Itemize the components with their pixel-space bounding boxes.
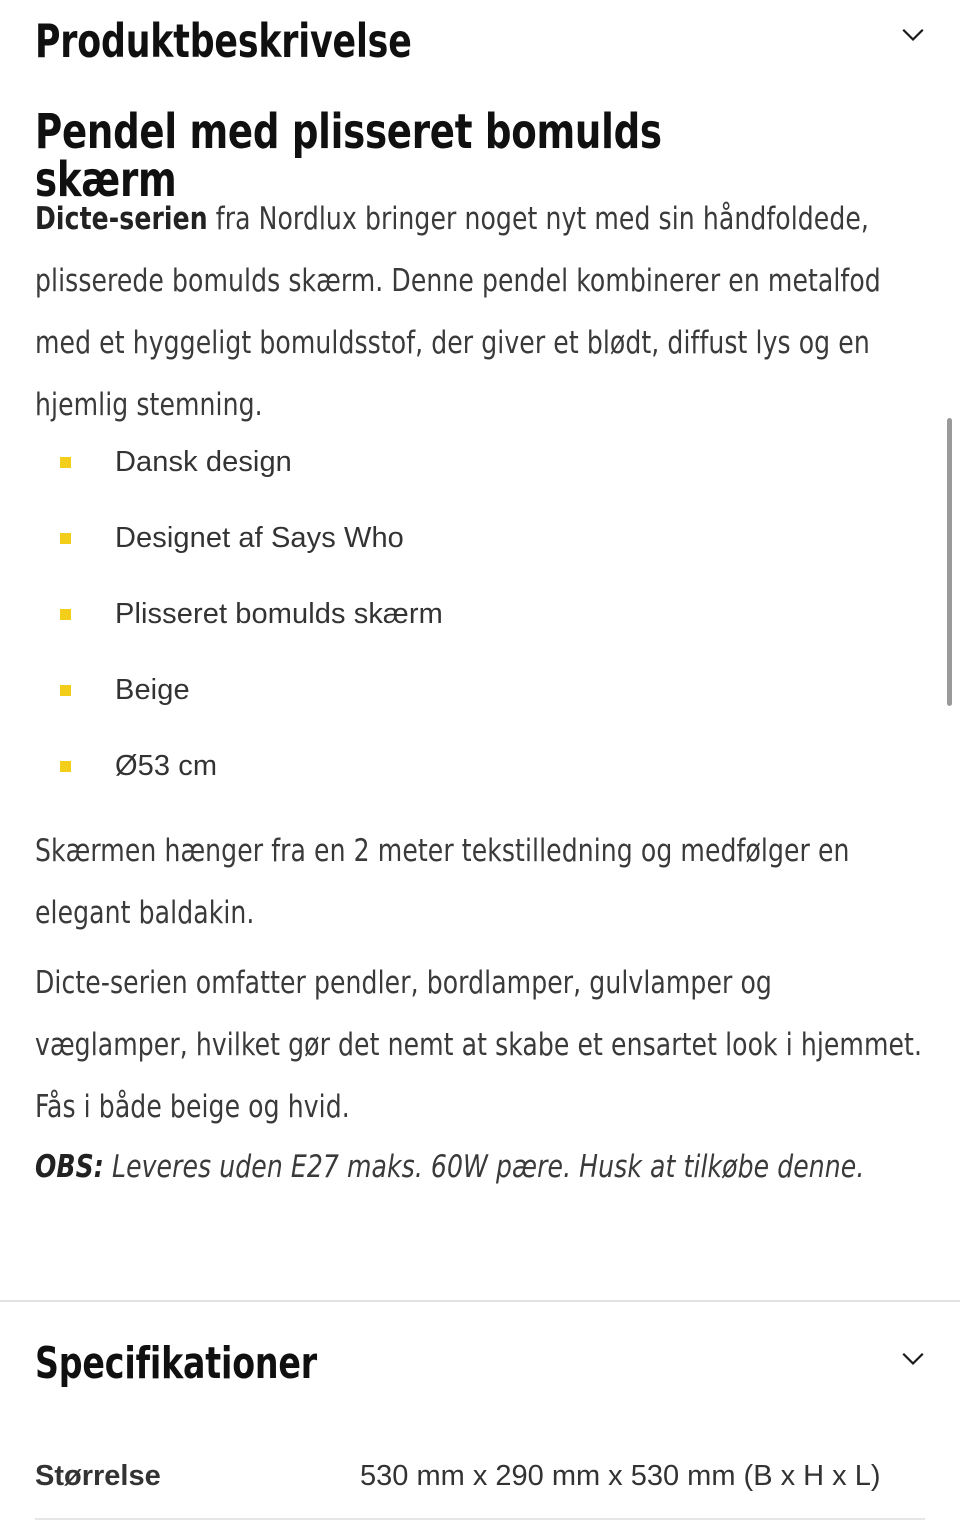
list-item-label: Ø53 cm bbox=[115, 749, 218, 782]
bullet-square-icon bbox=[60, 457, 71, 468]
intro-brand: Dicte-serien bbox=[35, 201, 208, 237]
note-body: Leveres uden E27 maks. 60W pære. Husk at tilkøbe denne. bbox=[103, 1149, 865, 1185]
list-item bbox=[35, 652, 925, 728]
list-item-label: Designet af Says Who bbox=[115, 521, 404, 554]
bullet-square-icon bbox=[60, 761, 71, 772]
note-prefix: OBS: bbox=[35, 1149, 104, 1185]
feature-list bbox=[35, 424, 925, 804]
list-item-label: Beige bbox=[115, 673, 190, 706]
cord-paragraph: Skærmen hænger fra en 2 meter tekstilledning og medfølger en elegant baldakin. bbox=[35, 833, 850, 931]
list-item bbox=[35, 500, 925, 576]
chevron-down-icon[interactable] bbox=[896, 1342, 930, 1376]
row-divider bbox=[35, 1518, 925, 1520]
scrollbar-thumb[interactable] bbox=[947, 418, 952, 706]
specifications-section-header[interactable] bbox=[35, 1338, 930, 1389]
chevron-down-icon[interactable] bbox=[896, 18, 930, 52]
list-item-label: Plisseret bomulds skærm bbox=[115, 597, 443, 630]
bullet-square-icon bbox=[60, 609, 71, 620]
list-item-label: Dansk design bbox=[115, 445, 292, 478]
note-paragraph bbox=[35, 1136, 927, 1198]
product-description-section-header[interactable] bbox=[35, 14, 930, 68]
list-item bbox=[35, 424, 925, 500]
section-divider bbox=[0, 1300, 960, 1302]
bullet-square-icon bbox=[60, 533, 71, 544]
product-title: Pendel med plisseret bomulds skærm bbox=[35, 104, 662, 208]
spec-label: Størrelse bbox=[35, 1460, 161, 1492]
vertical-scrollbar[interactable] bbox=[946, 0, 953, 1524]
page-title: Produktbeskrivelse bbox=[35, 14, 412, 68]
series-paragraph: Dicte-serien omfatter pendler, bordlamper, gulvlamper og væglamper, hvilket gør det nemt at skabe et ensartet look i hjemmet. Fås i både beige og hvid. bbox=[35, 965, 923, 1125]
bullet-square-icon bbox=[60, 685, 71, 696]
intro-paragraph bbox=[35, 188, 927, 436]
table-row bbox=[35, 1460, 925, 1493]
intro-text: fra Nordlux bringer noget nyt med sin håndfoldede, plisserede bomulds skærm. Denne pendel kombinerer en metalfod med et hyggeligt bomuldsstof, der giver et blødt, diffust lys og en hjemlig stemning. bbox=[35, 201, 881, 423]
spec-value: 530 mm x 290 mm x 530 mm (B x H x L) bbox=[360, 1460, 881, 1492]
specifications-title: Specifikationer bbox=[35, 1338, 318, 1389]
list-item bbox=[35, 576, 925, 652]
list-item bbox=[35, 728, 925, 804]
